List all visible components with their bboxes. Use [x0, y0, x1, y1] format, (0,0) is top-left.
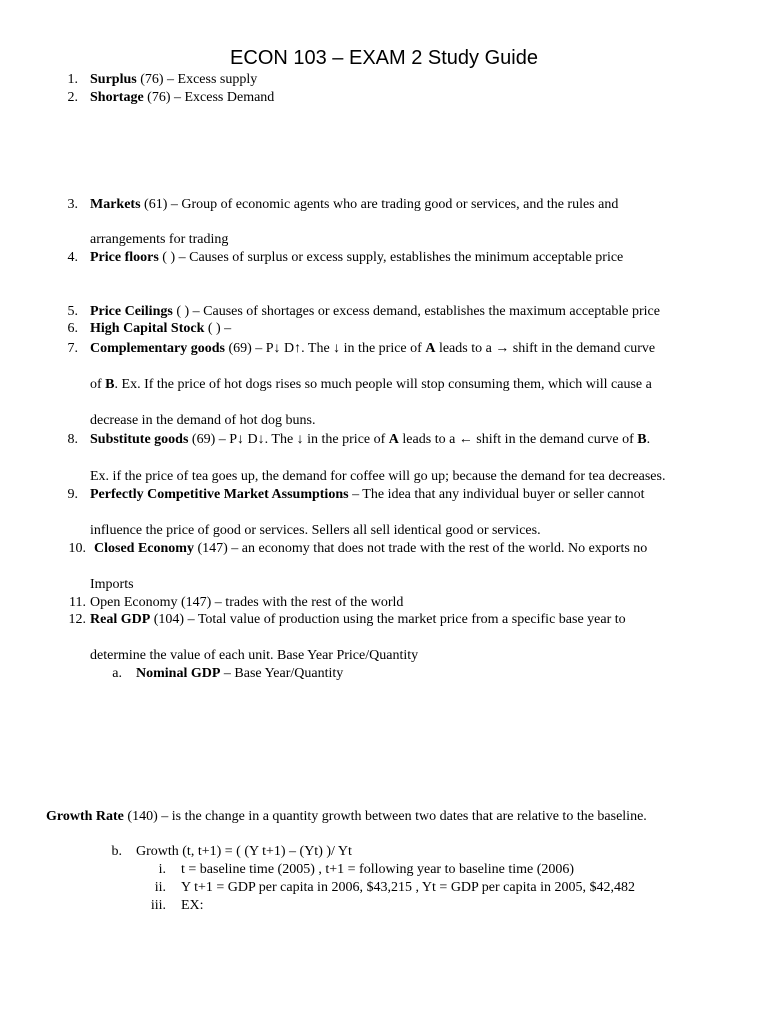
list-item-high-capital-stock — [90, 321, 231, 337]
definition: leads to a ← shift in the demand curve of — [398, 432, 638, 447]
list-item-shortage — [90, 90, 274, 106]
definition: ( ) – Causes of shortages or excess demand, establishes the maximum acceptable price — [172, 304, 660, 319]
term: Markets — [90, 197, 141, 212]
page-title: ECON 103 – EXAM 2 Study Guide — [230, 47, 538, 69]
list-item-substitute-goods — [90, 432, 650, 448]
roman-numeral: ii. — [154, 880, 166, 895]
definition: ( ) – Causes of surplus or excess supply, establishes the minimum acceptable price — [158, 250, 624, 265]
list-item-price-floors — [90, 250, 623, 266]
term: Price Ceilings — [90, 304, 173, 319]
continuation-line: Ex. if the price of tea goes up, the demand for coffee will go up; because the demand for tea decreases. — [90, 469, 666, 484]
list-item-competitive-market — [90, 487, 645, 503]
list-number: 1. — [67, 72, 78, 87]
list-item-markets — [90, 197, 618, 213]
sub-item-growth-formula: Growth (t, t+1) = ( (Y t+1) – (Yt) )/ Yt — [136, 844, 352, 859]
list-item-surplus — [90, 72, 257, 88]
term-a: A — [388, 432, 399, 447]
definition: ( ) – — [204, 321, 232, 336]
continuation-line — [90, 377, 652, 393]
list-number: 9. — [67, 487, 78, 502]
list-number: 10. — [68, 541, 86, 556]
list-number: 2. — [67, 90, 78, 105]
list-number: 5. — [67, 304, 78, 319]
continuation-line: determine the value of each unit. Base Year Price/Quantity — [90, 648, 419, 663]
list-number: 6. — [67, 321, 78, 336]
definition: (69) – P↓ D↑. The ↓ in the price of — [224, 341, 426, 356]
term-b: B — [637, 432, 647, 447]
definition: (104) – Total value of production using the market price from a specific base year to — [150, 612, 626, 627]
term: Growth Rate — [46, 809, 124, 824]
roman-numeral: i. — [158, 862, 166, 877]
sub-list-letter: b. — [111, 844, 122, 859]
term: Real GDP — [90, 612, 151, 627]
term: Price floors — [90, 250, 159, 265]
list-item-complementary-goods — [90, 341, 655, 357]
list-number: 8. — [67, 432, 78, 447]
sub-list-letter: a. — [112, 666, 122, 681]
growth-rate-paragraph — [46, 809, 647, 825]
list-item-closed-economy — [94, 541, 647, 557]
definition: leads to a → shift in the demand curve — [435, 341, 656, 356]
term: Closed Economy — [94, 541, 194, 556]
term: High Capital Stock — [90, 321, 205, 336]
continuation-line: Imports — [90, 577, 134, 592]
text: of — [90, 377, 106, 392]
list-item-real-gdp — [90, 612, 626, 628]
roman-item: t = baseline time (2005) , t+1 = following year to baseline time (2006) — [181, 862, 575, 877]
text: . Ex. If the price of hot dogs rises so much people will stop consuming them, which will cause a — [114, 377, 652, 392]
definition: (140) – is the change in a quantity growth between two dates that are relative to the baseline. — [123, 809, 647, 824]
term: Substitute goods — [90, 432, 189, 447]
definition: (69) – P↓ D↓. The ↓ in the price of — [188, 432, 389, 447]
definition: (76) – Excess Demand — [143, 90, 275, 105]
definition: (147) – an economy that does not trade with the rest of the world. No exports no — [193, 541, 648, 556]
term: Complementary goods — [90, 341, 225, 356]
term: Perfectly Competitive Market Assumptions — [90, 487, 349, 502]
list-item-open-economy: Open Economy (147) – trades with the rest of the world — [90, 595, 404, 610]
term-a: A — [425, 341, 436, 356]
list-item-price-ceilings — [90, 304, 660, 320]
roman-numeral: iii. — [150, 898, 166, 913]
list-number: 3. — [67, 197, 78, 212]
list-number: 4. — [67, 250, 78, 265]
roman-item: Y t+1 = GDP per capita in 2006, $43,215 , Yt = GDP per capita in 2005, $42,482 — [181, 880, 635, 895]
term: Surplus — [90, 72, 137, 87]
definition: – The idea that any individual buyer or seller cannot — [348, 487, 645, 502]
term-b: B — [105, 377, 115, 392]
list-number: 7. — [67, 341, 78, 356]
roman-item: EX: — [181, 898, 204, 913]
continuation-line: decrease in the demand of hot dog buns. — [90, 413, 316, 428]
continuation-line: influence the price of good or services. Sellers all sell identical good or services. — [90, 523, 541, 538]
continuation-line: arrangements for trading — [90, 232, 229, 247]
term: Nominal GDP — [136, 666, 221, 681]
list-number: 11. — [69, 595, 86, 610]
definition: (76) – Excess supply — [136, 72, 258, 87]
definition: – Base Year/Quantity — [220, 666, 344, 681]
definition: . — [646, 432, 651, 447]
definition: (61) – Group of economic agents who are trading good or services, and the rules and — [140, 197, 619, 212]
term: Shortage — [90, 90, 144, 105]
sub-item-nominal-gdp — [136, 666, 343, 682]
list-number: 12. — [68, 612, 86, 627]
